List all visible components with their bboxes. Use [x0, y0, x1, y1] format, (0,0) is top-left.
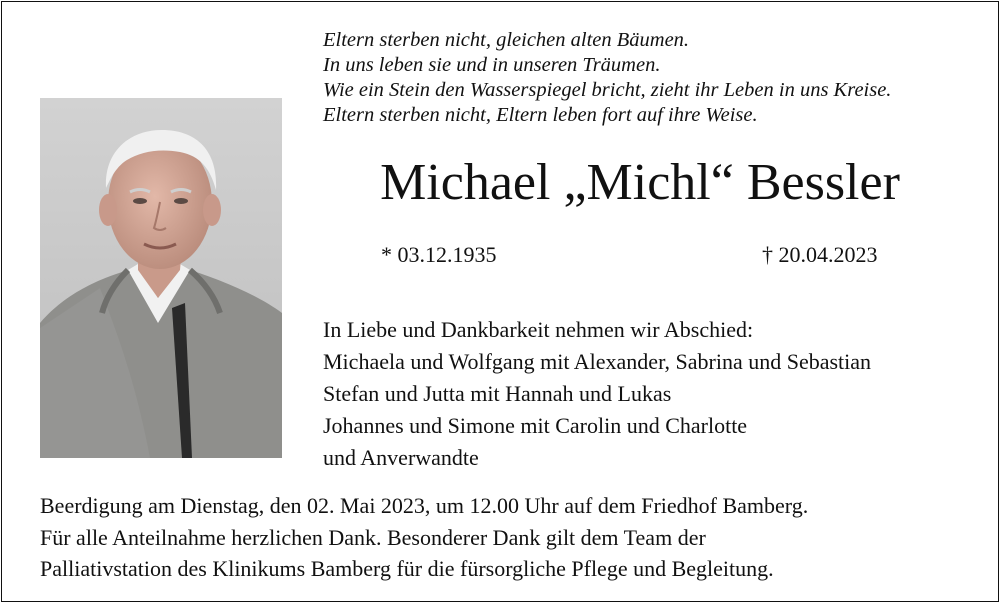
funeral-notice [40, 490, 980, 585]
death-date: † 20.04.2023 [762, 242, 878, 267]
notice-line: Beerdigung am Dienstag, den 02. Mai 2023, um 12.00 Uhr auf dem Friedhof Bamberg. [40, 493, 809, 518]
notice-line: Palliativstation des Klinikums Bamberg für die fürsorgliche Pflege und Begleitung. [40, 556, 774, 581]
poem-line: Eltern sterben nicht, gleichen alten Bäumen. [323, 29, 690, 51]
birth-date: * 03.12.1935 [381, 242, 497, 267]
mourner-line: Johannes und Simone mit Carolin und Charlotte [323, 413, 748, 438]
mourner-line: Michaela und Wolfgang mit Alexander, Sabrina und Sebastian [323, 349, 872, 374]
mourners-intro: In Liebe und Dankbarkeit nehmen wir Abschied: [323, 317, 754, 342]
notice-line: Für alle Anteilnahme herzlichen Dank. Besonderer Dank gilt dem Team der [40, 524, 706, 550]
mourners-list [323, 314, 983, 474]
poem-line: Wie ein Stein den Wasserspiegel bricht, zieht ihr Leben in uns Kreise. [323, 79, 892, 101]
mourner-line: Stefan und Jutta mit Hannah und Lukas [323, 381, 672, 406]
mourner-line: und Anverwandte [323, 445, 479, 470]
poem-line: Eltern sterben nicht, Eltern leben fort auf ihre Weise. [323, 104, 758, 126]
poem-line: In uns leben sie und in unseren Träumen. [323, 54, 661, 76]
portrait-photo [40, 98, 282, 458]
poem [323, 28, 983, 128]
deceased-name: Michael „Michl“ Bessler [380, 154, 900, 211]
